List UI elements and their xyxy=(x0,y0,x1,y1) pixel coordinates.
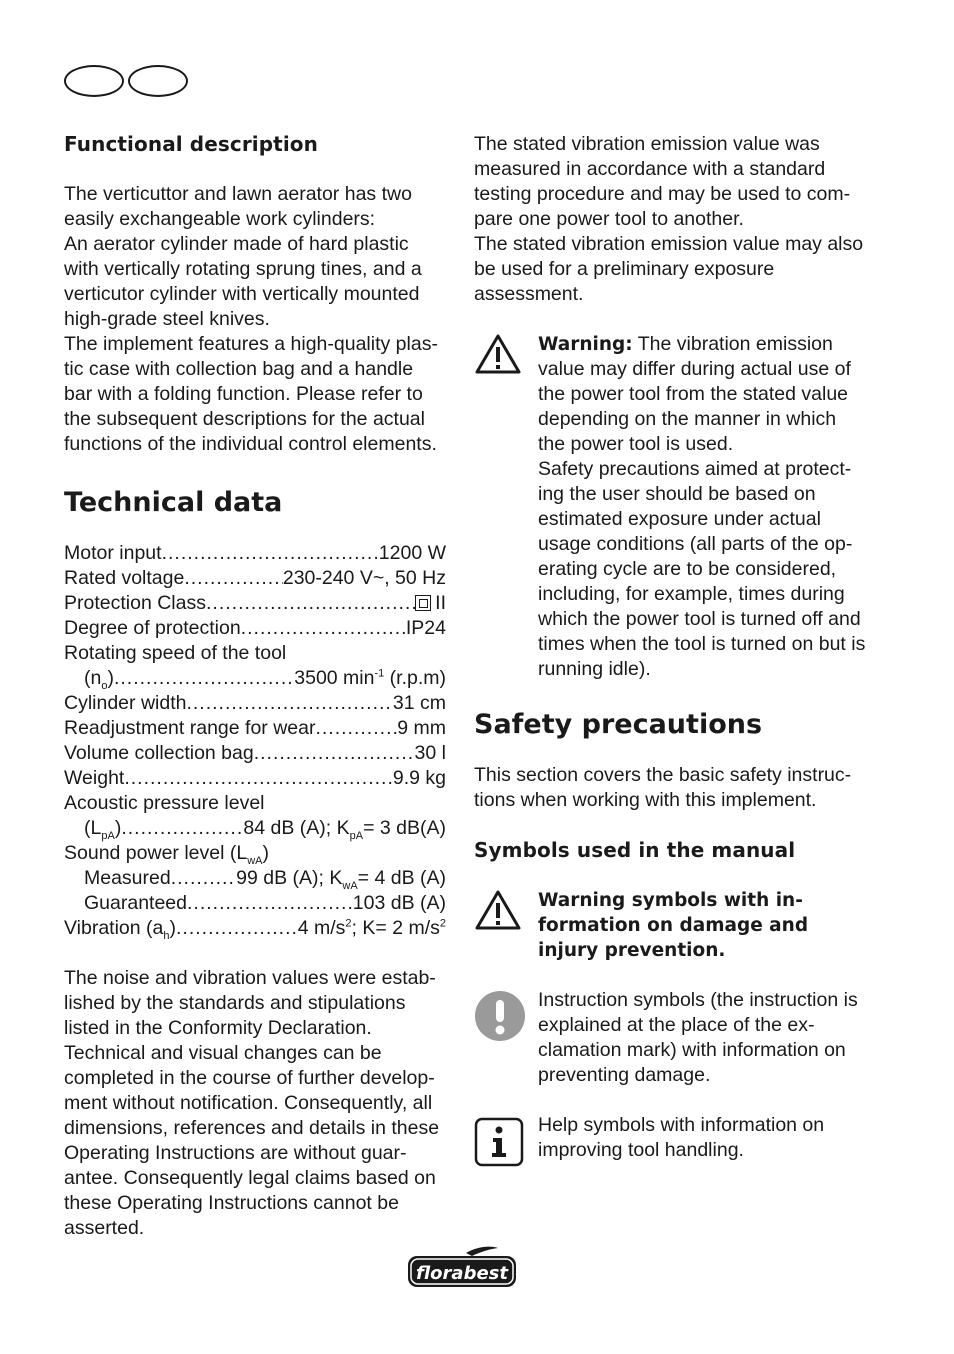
spec-sound-power-label: Sound power level $(L_{wA})$ xyxy=(64,842,269,867)
info-icon xyxy=(474,1117,524,1167)
spec-vibration: Vibration $(a_h)$ ..... 4 $m/s^2$; K= 2 $m/s^2$ xyxy=(64,916,446,941)
warning-triangle-icon xyxy=(474,332,522,376)
left-column xyxy=(64,132,446,1241)
double-insulation-icon xyxy=(415,595,431,611)
noise-paragraph-2: Technical and visual changes can be completed in the course of further develop-ment without notification. Consequently, all dimensions, references and details in these Operating Instructions are without guar-antee. Consequently legal claims based on these Operating Instructions cannot be asserted. xyxy=(64,1042,440,1239)
spec-volume-collection-bag: Volume collection bag ..... 30 l xyxy=(64,741,446,766)
language-oval-right xyxy=(128,65,188,97)
warning-triangle-icon xyxy=(474,888,522,932)
exclamation-circle-icon xyxy=(474,990,526,1042)
right-column xyxy=(474,132,866,1172)
florabest-logo-mark xyxy=(406,1245,518,1289)
spec-motor-input: Motor input ..... 1200 W xyxy=(64,541,446,566)
symbols-heading: Symbols used in the manual xyxy=(474,838,796,862)
vibration-paragraph-1: The stated vibration emission value was measured in accordance with a standard testing procedure and may be used to com-pare one power tool to another. xyxy=(474,133,851,230)
safety-precautions-heading: Safety precautions xyxy=(474,709,763,740)
functional-paragraph-1: The verticuttor and lawn aerator has two easily exchangeable work cylinders: xyxy=(64,183,412,230)
functional-description-heading: Functional description xyxy=(64,132,318,156)
spec-rotating-speed-label: Rotating speed of the tool xyxy=(64,642,287,664)
noise-paragraph-1: The noise and vibration values were estab-lished by the standards and stipulations listed in the Conformity Declaration. xyxy=(64,967,436,1039)
spec-cylinder-width: Cylinder width ..... 31 cm xyxy=(64,691,446,716)
spec-acoustic-pressure-label: Acoustic pressure level xyxy=(64,792,265,814)
functional-paragraph-2: An aerator cylinder made of hard plastic with vertically rotating sprung tines, and a verticutor cylinder with vertically mounted high-grade steel knives. xyxy=(64,233,422,330)
spec-rated-voltage: Rated voltage ..... 230-240 V~, 50 Hz xyxy=(64,566,446,591)
symbol-instruction-row xyxy=(474,988,866,1088)
spec-rotating-speed: $(n_o)$ ..... 3500 $\min^{-1} (r.p.m)$ xyxy=(64,666,446,691)
spec-sound-power-measured: Measured ..... 99 dB (A); $K_{wA}= 4$ dB (A) xyxy=(64,866,446,891)
spec-weight: Weight ..... 9.9 kg xyxy=(64,766,446,791)
warning-label: Warning: xyxy=(538,334,633,355)
safety-paragraph: This section covers the basic safety instruc-tions when working with this implement. xyxy=(474,764,852,811)
spec-degree-of-protection: Degree of protection ..... IP24 xyxy=(64,616,446,641)
language-badge xyxy=(64,65,190,99)
symbol-warning-row xyxy=(474,888,866,963)
warning-paragraph-1: Warning: The vibration emission value may differ during actual use of the power tool from the stated value depending on the manner in which the power tool is used. xyxy=(538,333,851,455)
spec-readjustment-range: Readjustment range for wear ..... 9 mm xyxy=(64,716,446,741)
florabest-logo-text: florabest xyxy=(416,1263,508,1284)
spec-list xyxy=(64,541,446,941)
technical-data-heading: Technical data xyxy=(64,487,283,518)
warning-paragraph-2: Safety precautions aimed at protect-ing the user should be based on estimated exposure under actual usage conditions (all parts of the op-erating cycle are to be considered, including, for example, times during which the power tool is turned off and times when the tool is turned on but is running idle). xyxy=(538,458,866,680)
vibration-paragraph-2: The stated vibration emission value may also be used for a preliminary exposure assessment. xyxy=(474,233,864,305)
florabest-logo xyxy=(406,1245,518,1289)
vibration-warning-block xyxy=(474,332,866,682)
symbol-help-text: Help symbols with information on improving tool handling. xyxy=(538,1114,825,1161)
symbol-help-row xyxy=(474,1113,866,1172)
language-oval-left xyxy=(64,65,124,97)
spec-protection-class: Protection Class ..... II xyxy=(64,591,446,616)
symbol-warning-text: Warning symbols with in-formation on damage and injury prevention. xyxy=(538,890,809,961)
spec-sound-power-guaranteed: Guaranteed ..... 103 dB (A) xyxy=(64,891,446,916)
spec-acoustic-pressure: $(L_{pA})$ ..... 84 dB (A); $K_{pA}= 3$ dB(A) xyxy=(64,816,446,841)
symbol-instruction-text: Instruction symbols (the instruction is explained at the place of the ex-clamation mark) with information on preventing damage. xyxy=(538,989,858,1086)
functional-paragraph-3: The implement features a high-quality plas-tic case with collection bag and a handle bar with a folding function. Please refer to the subsequent descriptions for the actual functions of the individual control elements. xyxy=(64,333,438,455)
